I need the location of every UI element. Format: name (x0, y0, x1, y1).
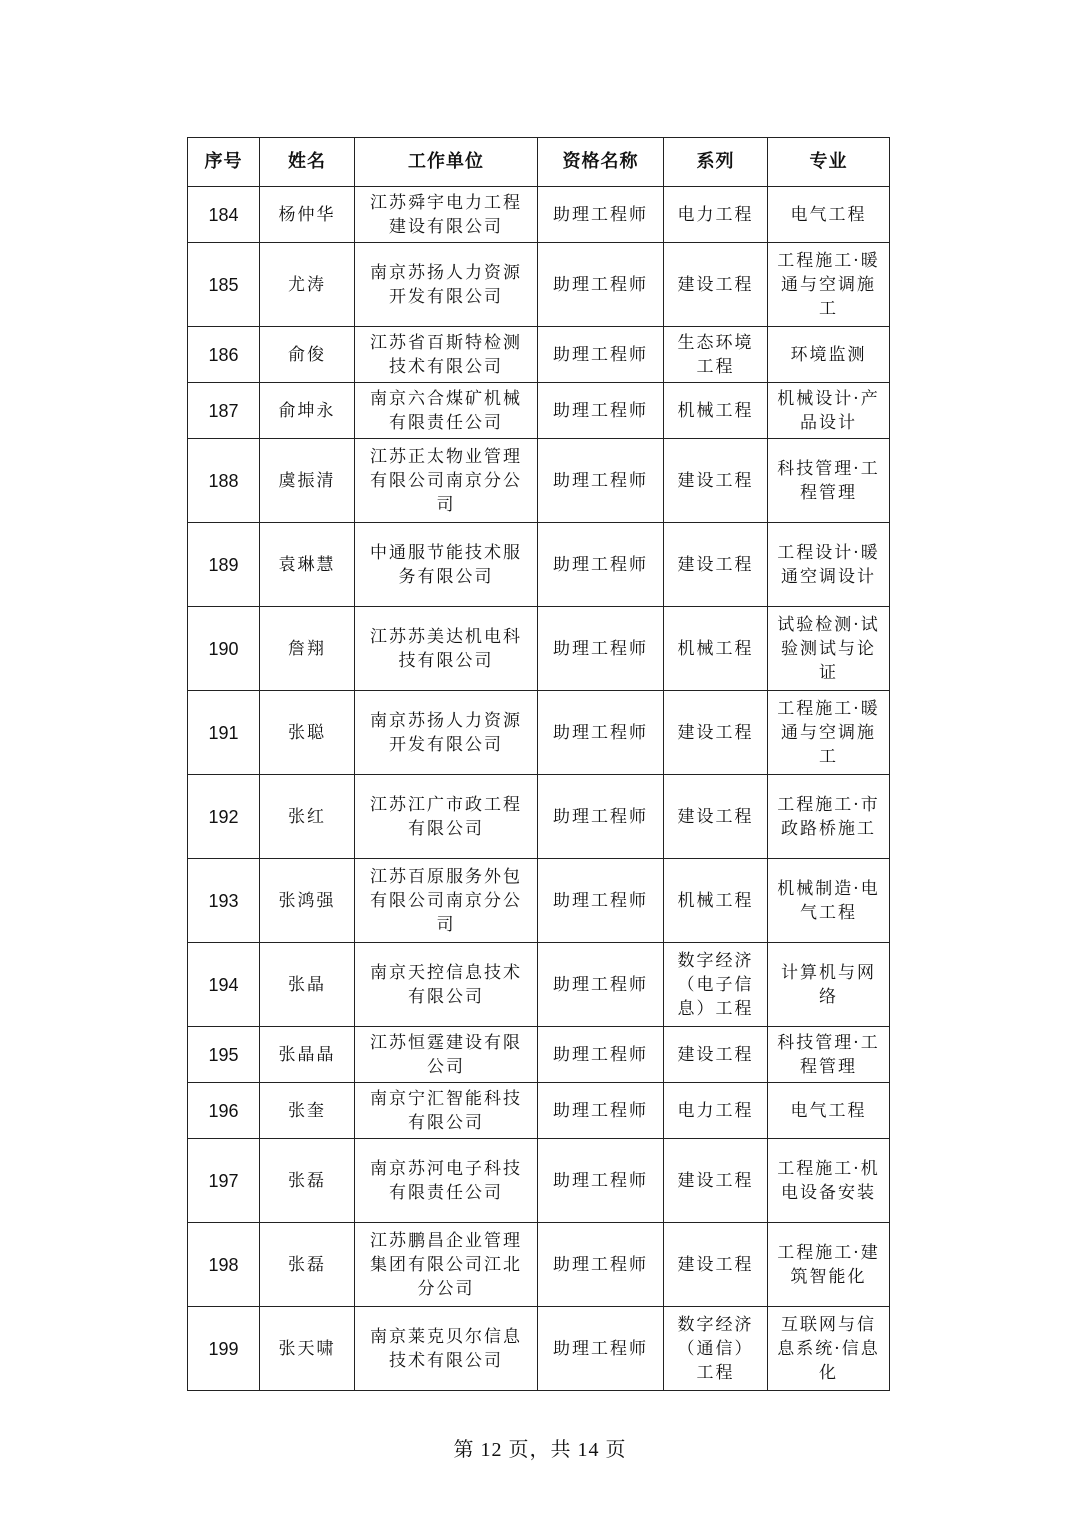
cell-name: 张奎 (260, 1083, 355, 1139)
cell-series: 建设工程 (664, 1223, 768, 1307)
table-row (188, 327, 890, 383)
cell-name: 詹翔 (260, 607, 355, 691)
cell-name: 袁琳慧 (260, 523, 355, 607)
cell-series: 生态环境工程 (664, 327, 768, 383)
cell-employer: 江苏苏美达机电科技有限公司 (355, 607, 538, 691)
header-qualification: 资格名称 (538, 138, 664, 187)
cell-specialty: 工程施工·暖通与空调施工 (768, 243, 890, 327)
cell-qualification: 助理工程师 (538, 327, 664, 383)
cell-specialty: 互联网与信息系统·信息化 (768, 1307, 890, 1391)
cell-specialty: 试验检测·试验测试与论证 (768, 607, 890, 691)
cell-qualification: 助理工程师 (538, 859, 664, 943)
cell-series: 建设工程 (664, 1027, 768, 1083)
header-series: 系列 (664, 138, 768, 187)
cell-series: 数字经济（电子信息）工程 (664, 943, 768, 1027)
cell-specialty: 工程设计·暖通空调设计 (768, 523, 890, 607)
cell-employer: 中通服节能技术服务有限公司 (355, 523, 538, 607)
cell-name: 杨仲华 (260, 187, 355, 243)
cell-qualification: 助理工程师 (538, 1139, 664, 1223)
cell-specialty: 电气工程 (768, 187, 890, 243)
cell-specialty: 工程施工·建筑智能化 (768, 1223, 890, 1307)
cell-name: 张天啸 (260, 1307, 355, 1391)
cell-employer: 江苏鹏昌企业管理集团有限公司江北分公司 (355, 1223, 538, 1307)
cell-series: 建设工程 (664, 243, 768, 327)
table-row (188, 1083, 890, 1139)
cell-employer: 南京天控信息技术有限公司 (355, 943, 538, 1027)
cell-employer: 江苏百原服务外包有限公司南京分公司 (355, 859, 538, 943)
cell-series: 建设工程 (664, 523, 768, 607)
cell-specialty: 机械制造·电气工程 (768, 859, 890, 943)
table-row (188, 1027, 890, 1083)
table-row (188, 439, 890, 523)
cell-specialty: 工程施工·市政路桥施工 (768, 775, 890, 859)
table-row (188, 775, 890, 859)
cell-index: 196 (188, 1083, 260, 1139)
cell-name: 张晶 (260, 943, 355, 1027)
cell-name: 俞坤永 (260, 383, 355, 439)
cell-name: 张晶晶 (260, 1027, 355, 1083)
table-row (188, 1307, 890, 1391)
cell-series: 机械工程 (664, 607, 768, 691)
cell-index: 192 (188, 775, 260, 859)
cell-employer: 南京宁汇智能科技有限公司 (355, 1083, 538, 1139)
cell-index: 187 (188, 383, 260, 439)
cell-qualification: 助理工程师 (538, 383, 664, 439)
cell-index: 194 (188, 943, 260, 1027)
cell-index: 190 (188, 607, 260, 691)
cell-employer: 南京苏扬人力资源开发有限公司 (355, 691, 538, 775)
page-footer: 第 12 页，共 14 页 (453, 1439, 627, 1461)
table-row (188, 383, 890, 439)
cell-index: 191 (188, 691, 260, 775)
header-index: 序号 (188, 138, 260, 187)
cell-employer: 南京莱克贝尔信息技术有限公司 (355, 1307, 538, 1391)
cell-qualification: 助理工程师 (538, 1307, 664, 1391)
cell-series: 建设工程 (664, 691, 768, 775)
cell-name: 张聪 (260, 691, 355, 775)
cell-qualification: 助理工程师 (538, 691, 664, 775)
cell-index: 188 (188, 439, 260, 523)
cell-employer: 江苏正太物业管理有限公司南京分公司 (355, 439, 538, 523)
cell-index: 193 (188, 859, 260, 943)
cell-series: 建设工程 (664, 439, 768, 523)
personnel-table (187, 137, 890, 1391)
cell-name: 俞俊 (260, 327, 355, 383)
cell-qualification: 助理工程师 (538, 775, 664, 859)
cell-series: 建设工程 (664, 1139, 768, 1223)
cell-specialty: 科技管理·工程管理 (768, 439, 890, 523)
cell-series: 机械工程 (664, 859, 768, 943)
table-header-row (188, 138, 890, 187)
cell-employer: 江苏省百斯特检测技术有限公司 (355, 327, 538, 383)
table-row (188, 859, 890, 943)
cell-employer: 南京苏河电子科技有限责任公司 (355, 1139, 538, 1223)
cell-index: 195 (188, 1027, 260, 1083)
cell-series: 电力工程 (664, 187, 768, 243)
cell-qualification: 助理工程师 (538, 1027, 664, 1083)
cell-series: 数字经济（通信）工程 (664, 1307, 768, 1391)
cell-name: 张磊 (260, 1223, 355, 1307)
table-row (188, 1139, 890, 1223)
table-row (188, 1223, 890, 1307)
table-row (188, 607, 890, 691)
cell-specialty: 科技管理·工程管理 (768, 1027, 890, 1083)
cell-index: 199 (188, 1307, 260, 1391)
cell-specialty: 电气工程 (768, 1083, 890, 1139)
cell-index: 186 (188, 327, 260, 383)
cell-series: 建设工程 (664, 775, 768, 859)
table-row (188, 187, 890, 243)
cell-name: 张磊 (260, 1139, 355, 1223)
header-name: 姓名 (260, 138, 355, 187)
cell-qualification: 助理工程师 (538, 1083, 664, 1139)
cell-specialty: 环境监测 (768, 327, 890, 383)
cell-employer: 江苏江广市政工程有限公司 (355, 775, 538, 859)
cell-qualification: 助理工程师 (538, 523, 664, 607)
cell-name: 张鸿强 (260, 859, 355, 943)
cell-name: 虞振清 (260, 439, 355, 523)
cell-name: 尤涛 (260, 243, 355, 327)
table-row (188, 243, 890, 327)
cell-qualification: 助理工程师 (538, 243, 664, 327)
header-employer: 工作单位 (355, 138, 538, 187)
table-row (188, 943, 890, 1027)
table-row (188, 523, 890, 607)
cell-specialty: 计算机与网络 (768, 943, 890, 1027)
table-row (188, 691, 890, 775)
cell-qualification: 助理工程师 (538, 943, 664, 1027)
cell-specialty: 工程施工·机电设备安装 (768, 1139, 890, 1223)
cell-employer: 南京六合煤矿机械有限责任公司 (355, 383, 538, 439)
cell-qualification: 助理工程师 (538, 1223, 664, 1307)
cell-specialty: 机械设计·产品设计 (768, 383, 890, 439)
cell-specialty: 工程施工·暖通与空调施工 (768, 691, 890, 775)
cell-employer: 南京苏扬人力资源开发有限公司 (355, 243, 538, 327)
cell-series: 电力工程 (664, 1083, 768, 1139)
cell-index: 184 (188, 187, 260, 243)
cell-qualification: 助理工程师 (538, 439, 664, 523)
cell-index: 185 (188, 243, 260, 327)
cell-index: 189 (188, 523, 260, 607)
cell-employer: 江苏舜宇电力工程建设有限公司 (355, 187, 538, 243)
header-specialty: 专业 (768, 138, 890, 187)
cell-series: 机械工程 (664, 383, 768, 439)
cell-employer: 江苏恒霆建设有限公司 (355, 1027, 538, 1083)
cell-qualification: 助理工程师 (538, 607, 664, 691)
cell-qualification: 助理工程师 (538, 187, 664, 243)
cell-index: 198 (188, 1223, 260, 1307)
cell-index: 197 (188, 1139, 260, 1223)
cell-name: 张红 (260, 775, 355, 859)
